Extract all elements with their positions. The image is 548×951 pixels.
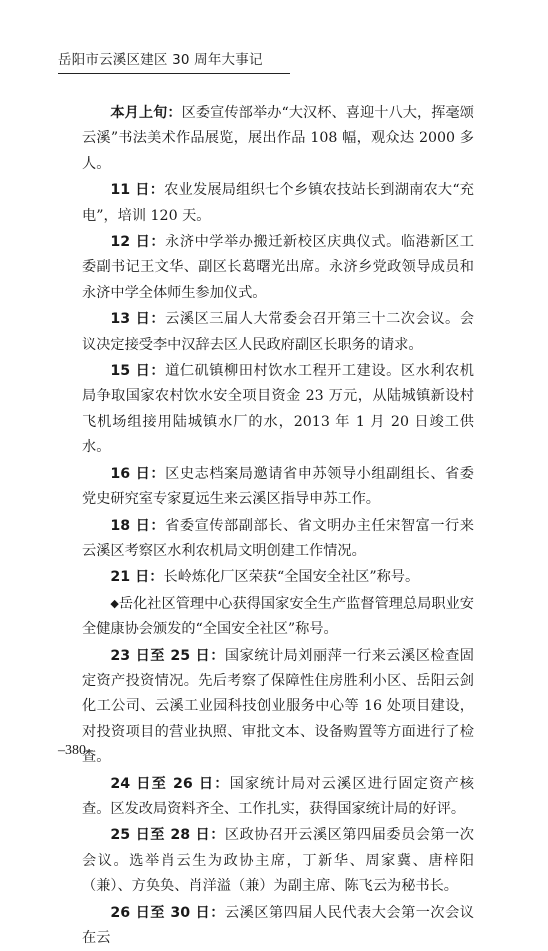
entry-paragraph <box>82 229 474 306</box>
entry-paragraph <box>82 564 474 590</box>
entry-date: 26 日至 30 日： <box>110 904 225 921</box>
entry-date: 21 日： <box>110 569 164 586</box>
entry-date: 25 日至 28 日： <box>110 827 225 844</box>
running-header <box>58 52 290 74</box>
entry-date: 13 日： <box>110 311 166 328</box>
header-rule <box>58 73 290 74</box>
page-number: –380– <box>58 743 93 758</box>
entry-text: 永济中学举办搬迁新校区庆典仪式。临港新区工委副书记王文华、副区长葛曙光出席。永济乡党政领导成员和永济中学全体师生参加仪式。 <box>82 234 474 301</box>
entry-date: 16 日： <box>110 465 166 482</box>
entry-paragraph <box>82 643 474 771</box>
entry-text: 农业发展局组织七个乡镇农技站长到湖南农大“充电”，培训 120 天。 <box>82 182 474 224</box>
diamond-bullet-icon: ◆ <box>110 596 119 610</box>
entry-text: 区委宣传部举办“大汉杯、喜迎十八大，挥毫颂云溪”书法美术作品展览，展出作品 108 幅，观众达 2000 多人。 <box>82 105 474 172</box>
entry-date: 24 日至 26 日： <box>110 775 230 792</box>
entry-text: 国家统计局刘丽萍一行来云溪区检查固定资产投资情况。先后考察了保障性住房胜利小区、岳阳云剑化工公司、云溪工业园科技创业服务中心等 16 处项目建设，对投资项目的营业执照、审批文本、设备购置等方面进行了检查。 <box>82 647 474 766</box>
entry-text: 长岭炼化厂区荣获“全国安全社区”称号。 <box>163 569 420 586</box>
entry-date: 18 日： <box>110 517 166 534</box>
entry-paragraph <box>82 822 474 899</box>
entry-paragraph <box>82 177 474 229</box>
entry-paragraph <box>82 900 474 951</box>
entry-text: 道仁矶镇柳田村饮水工程开工建设。区水利农机局争取国家农村饮水安全项目资金 23 万元，从陆城镇新设村飞机场组接用陆城镇水厂的水，2013 年 1 月 20 日竣工供水。 <box>82 363 474 456</box>
entry-date: 本月上旬： <box>110 105 182 121</box>
entry-paragraph <box>82 513 474 565</box>
header-title: 岳阳市云溪区建区 30 周年大事记 <box>58 52 263 68</box>
entry-paragraph <box>82 771 474 823</box>
entry-date: 23 日至 25 日： <box>110 647 225 664</box>
entry-text: 云溪区第四届人民代表大会第一次会议在云 <box>82 904 474 946</box>
entry-text: 区政协召开云溪区第四届委员会第一次会议。选举肖云生为政协主席，丁新华、周家冀、唐梓阳（兼）、方奂奂、肖洋溢（兼）为副主席、陈飞云为秘书长。 <box>82 827 474 895</box>
entry-paragraph <box>82 591 474 643</box>
chronicle-entries <box>82 100 474 951</box>
entry-text: 省委宣传部副部长、省文明办主任宋智富一行来云溪区考察区水利农机局文明创建工作情况。 <box>82 517 474 559</box>
entry-paragraph <box>82 358 474 461</box>
entry-text: 云溪区三届人大常委会召开第三十二次会议。会议决定接受李中汉辞去区人民政府副区长职务的请求。 <box>82 311 474 353</box>
entry-date: 15 日： <box>110 363 166 380</box>
entry-text: 岳化社区管理中心获得国家安全生产监督管理总局职业安全健康协会颁发的“全国安全社区”称号。 <box>82 595 474 638</box>
entry-paragraph <box>82 306 474 358</box>
entry-text: 区史志档案局邀请省申苏领导小组副组长、省委党史研究室专家夏远生来云溪区指导申苏工作。 <box>82 465 474 508</box>
entry-date: 12 日： <box>110 234 166 251</box>
entry-date: 11 日： <box>110 182 165 199</box>
entry-text: 国家统计局对云溪区进行固定资产核查。区发改局资料齐全、工作扎实，获得国家统计局的好评。 <box>82 775 474 817</box>
entry-paragraph <box>82 461 474 513</box>
entry-paragraph <box>82 100 474 177</box>
